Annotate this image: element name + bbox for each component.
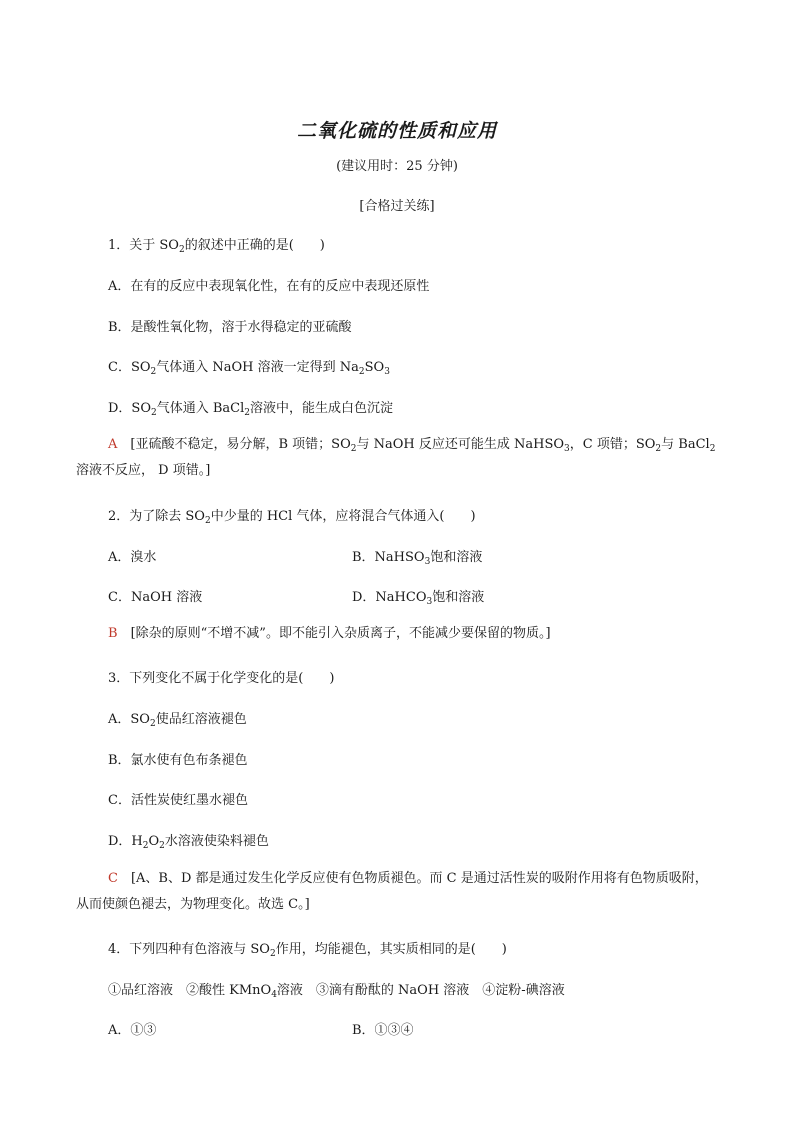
q1-stem: 1．关于 $SO_2$的叙述中正确的是( ) [108, 238, 325, 255]
q4-option-b: B．①③④ [352, 1023, 414, 1038]
q4-items: ①品红溶液 ②酸性 KMnO$_4$溶液 ③滴有酚酞的 NaOH 溶液 ④淀粉-碘溶液 [108, 983, 565, 1000]
q3-option-c: C．活性炭使红墨水褪色 [108, 793, 248, 808]
suggested-time: (建议用时：25 分钟) [336, 159, 458, 174]
q2-answer: B [108, 626, 118, 641]
q3-option-d: D．$H_2O_2$水溶液使染料褪色 [108, 834, 269, 851]
page-title: 二氧化硫的性质和应用 [296, 120, 497, 142]
q1-option-a: A．在有的反应中表现氧化性，在有的反应中表现还原性 [108, 279, 430, 294]
q3-explanation: C [A、B、D 都是通过发生化学反应使有色物质褪色。而 C 是通过活性炭的吸附作用将有色物质吸附，从而使颜色褪去，为物理变化。故选 C。] [76, 871, 708, 912]
q2-option-a: A．溴水 [108, 550, 157, 565]
q2-option-b: B．NaHSO$_3$饱和溶液 [352, 550, 483, 567]
q2-stem: 2．为了除去 $SO_2$中少量的 HCl 气体，应将混合气体通入( ) [108, 509, 476, 526]
section-heading: [合格过关练] [359, 199, 435, 214]
q1-option-d: D．$SO_2$气体通入 BaCl$_2$溶液中，能生成白色沉淀 [108, 401, 394, 418]
q2-explanation: B [除杂的原则“不增不减”。即不能引入杂质离子，不能减少要保留的物质。] [108, 626, 551, 641]
q1-answer: A [108, 437, 118, 452]
q3-answer: C [108, 871, 118, 886]
q2-option-c: C．NaOH 溶液 [108, 590, 203, 605]
q3-stem: 3．下列变化不属于化学变化的是( ) [108, 671, 335, 686]
q1-option-b: B．是酸性氧化物，溶于水得稳定的亚硫酸 [108, 320, 352, 335]
q3-option-b: B．氯水使有色布条褪色 [108, 753, 248, 768]
q1-option-c: C．$SO_2$气体通入 NaOH 溶液一定得到 $Na_2SO_3$ [108, 360, 390, 377]
q4-stem: 4．下列四种有色溶液与 $SO_2$作用，均能褪色，其实质相同的是( ) [108, 942, 507, 959]
q1-explanation: A [亚硫酸不稳定，易分解，B 项错；$SO_2$与 NaOH 反应还可能生成 NaHSO$_3$，C 项错；$SO_2$与 BaCl$_2$溶液不反应， D 项错。] [76, 437, 716, 478]
q2-option-d: D．NaHCO$_3$饱和溶液 [352, 590, 485, 607]
q3-option-a: A．$SO_2$使品红溶液褪色 [108, 712, 247, 729]
q4-option-a: A．①③ [108, 1023, 157, 1038]
